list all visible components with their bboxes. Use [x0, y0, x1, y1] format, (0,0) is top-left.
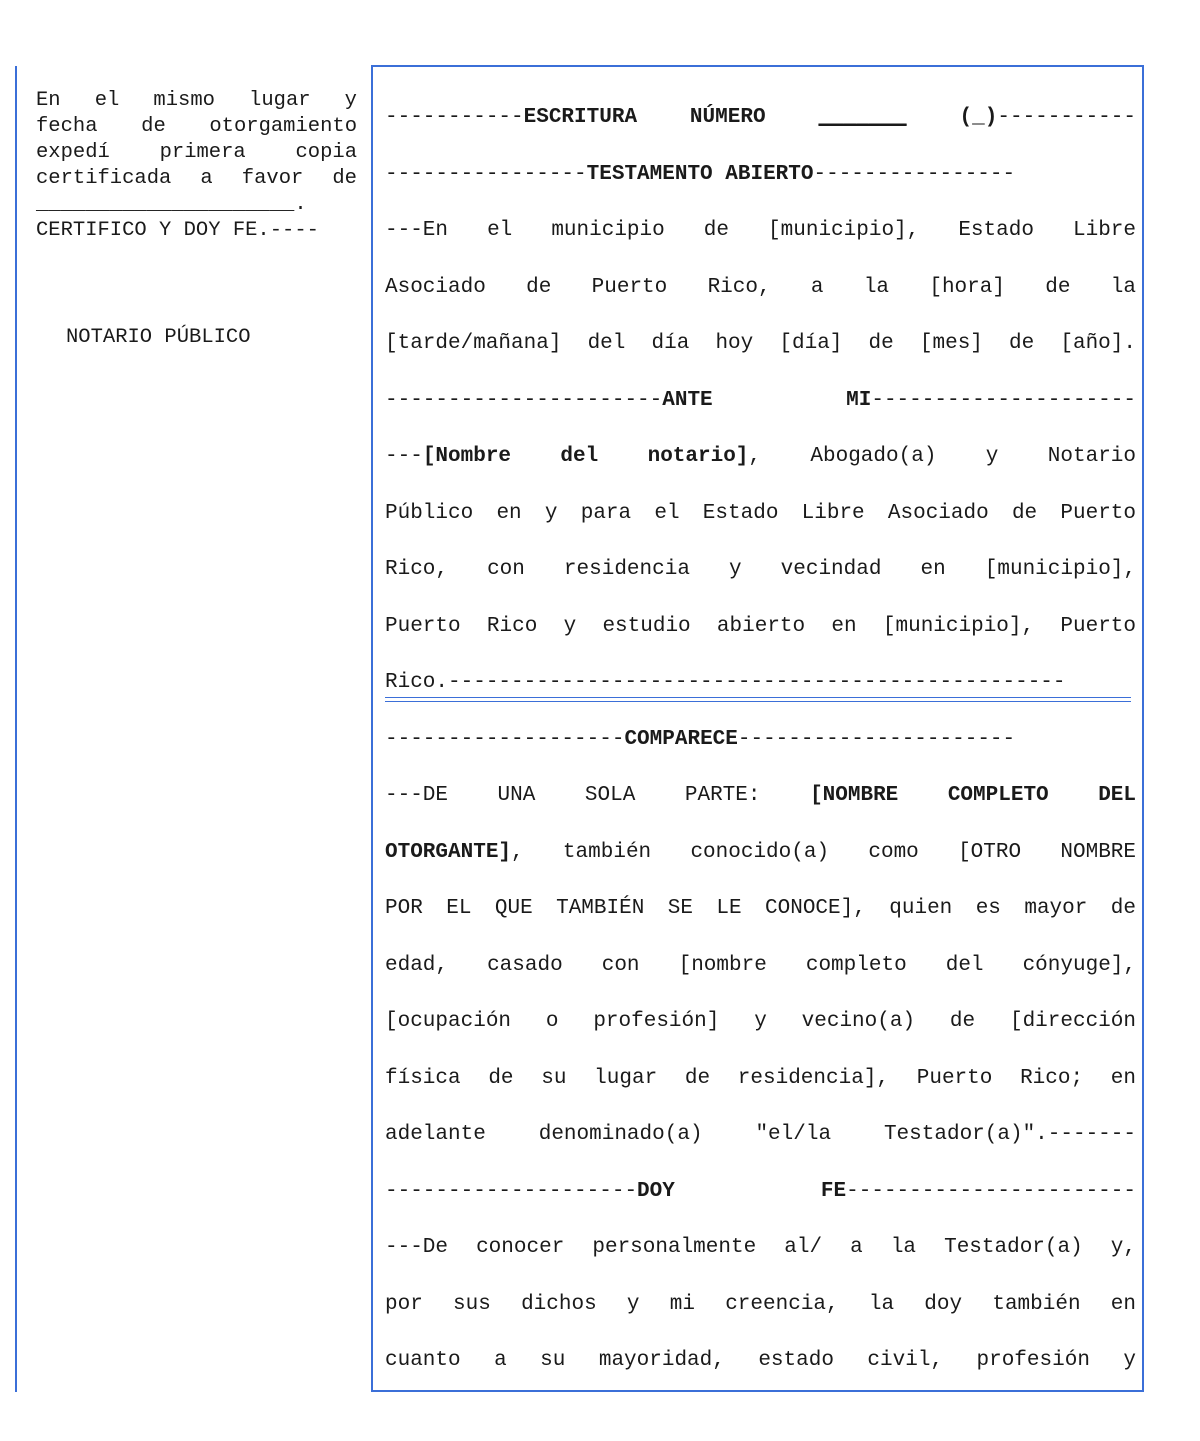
- grantor-line: [385, 768, 1136, 825]
- dashes: -------------------: [385, 727, 625, 751]
- intro-line: [tarde/mañana] del día hoy [día] de [mes] de [año].: [385, 332, 1136, 355]
- intro-line: ---En el municipio de [municipio], Estado Libre: [385, 219, 1136, 242]
- notary-name-line: [385, 429, 1136, 486]
- notary-name-placeholder: [Nombre del notario]: [422, 445, 749, 468]
- certification-line: certificada a favor de: [36, 167, 357, 190]
- heading-number-line: [385, 90, 1136, 147]
- page-margin-line: [15, 66, 17, 1392]
- heading-type-label: TESTAMENTO ABIERTO: [586, 162, 814, 186]
- intro-line: Asociado de Puerto Rico, a la [hora] de la: [385, 275, 1136, 299]
- certification-line: fecha de otorgamiento: [36, 115, 357, 138]
- deed-text-frame: [371, 65, 1144, 1392]
- number-blank: _______: [818, 106, 907, 129]
- certification-line: En el mismo lugar y: [36, 89, 357, 112]
- dashes: ----------------: [813, 162, 1016, 186]
- dashes: ----------------: [385, 162, 587, 186]
- dashes: -----------: [385, 106, 524, 129]
- faith-line: por sus dichos y mi creencia, la doy también en: [385, 1292, 1136, 1316]
- grantor-alias: , también conocido(a) como [OTRO NOMBRE: [511, 840, 1136, 864]
- notary-line: Público en y para el Estado Libre Asociado de Puerto: [385, 501, 1136, 525]
- dashes: -----------------------: [846, 1179, 1136, 1203]
- deed-body: [385, 90, 1136, 1390]
- certification-line: expedí primera copia: [36, 141, 357, 164]
- dashes: ----------------------: [385, 388, 663, 412]
- faith-line: ---De conocer personalmente al/ a la Testador(a) y,: [385, 1236, 1136, 1259]
- grantor-line: POR EL QUE TAMBIÉN SE LE CONOCE], quien es mayor de: [385, 897, 1136, 920]
- heading-type-line: [385, 147, 1136, 204]
- doy-fe-line: [385, 1164, 1136, 1221]
- grantor-line: adelante denominado(a) "el/la Testador(a)".-------: [385, 1123, 1136, 1146]
- notary-line: Rico, con residencia y vecindad en [municipio],: [385, 558, 1136, 581]
- grantor-line: física de su lugar de residencia], Puerto Rico; en: [385, 1066, 1136, 1090]
- notary-name-rest: , Abogado(a) y Notario: [748, 445, 1136, 468]
- faith-line: cuanto a su mayoridad, estado civil, profesión y: [385, 1349, 1136, 1372]
- grantor-name-placeholder-end: OTORGANTE]: [385, 840, 512, 864]
- grantor-line: edad, casado con [nombre completo del cónyuge],: [385, 953, 1136, 977]
- dashes: --------------------: [385, 1179, 638, 1203]
- notary-last-line: [385, 655, 1136, 712]
- certification-closing: CERTIFICO Y DOY FE.----: [36, 219, 319, 242]
- grantor-name-placeholder: [NOMBRE COMPLETO DEL: [810, 784, 1136, 807]
- notary-last-text: Rico.-------------------------------------------------: [385, 671, 1066, 694]
- doy-fe-label: DOY FE: [637, 1179, 847, 1203]
- dashes: ---------------------: [871, 388, 1136, 412]
- double-underline: [385, 697, 1131, 702]
- number-paren: (_): [959, 106, 998, 129]
- dashes: ----------------------: [737, 727, 1016, 751]
- ante-mi-label: ANTE MI: [662, 388, 872, 412]
- ante-mi-line: [385, 373, 1136, 430]
- certification-blank-line: _____________________.: [36, 193, 307, 216]
- dashes: ---: [385, 445, 423, 468]
- certification-note: [36, 88, 357, 244]
- dashes: -----------: [997, 106, 1136, 129]
- grantor-line: [385, 825, 1136, 882]
- comparece-line: [385, 712, 1136, 769]
- heading-number-label: ESCRITURA NÚMERO: [523, 106, 766, 129]
- notary-line: Puerto Rico y estudio abierto en [municipio], Puerto: [385, 614, 1136, 638]
- grantor-lead: ---DE UNA SOLA PARTE:: [385, 784, 761, 807]
- grantor-line: [ocupación o profesión] y vecino(a) de [dirección: [385, 1010, 1136, 1033]
- comparece-label: COMPARECE: [624, 727, 738, 751]
- notary-title: NOTARIO PÚBLICO: [66, 326, 251, 349]
